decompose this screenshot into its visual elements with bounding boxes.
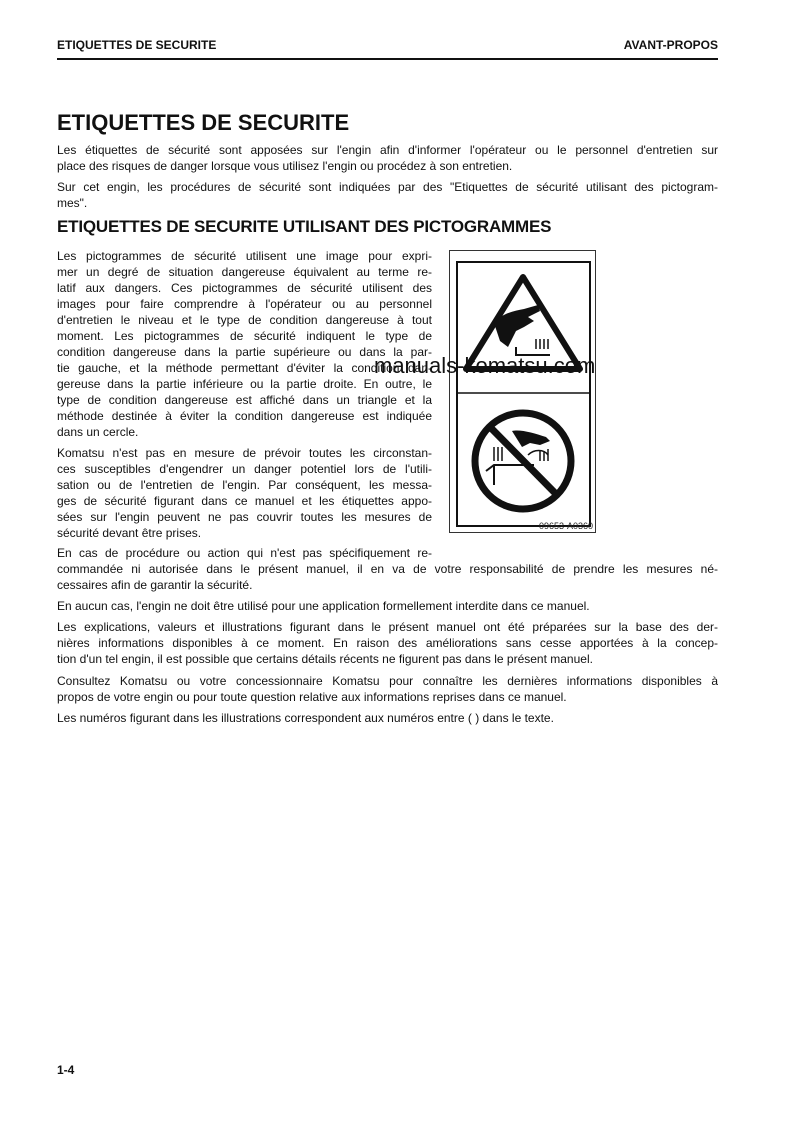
text-line: ces susceptibles d'engendrer un danger potentiel lors de l'utili-: [57, 462, 432, 476]
pictogram-paragraph-1: [57, 248, 432, 440]
text-line: ges de sécurité figurant dans ce manuel et les étiquettes appo-: [57, 494, 432, 508]
pictogram-paragraph-2: [57, 445, 432, 541]
text-line: Les pictogrammes de sécurité utilisent une image pour expri-: [57, 249, 432, 263]
paragraph-5: [57, 619, 718, 667]
text-line: Les étiquettes de sécurité sont apposées sur l'engin afin d'informer l'opérateur ou le personnel d'entretien sur: [57, 143, 718, 157]
text-line: dans un cercle.: [57, 425, 139, 439]
text-line: tie gauche, et la méthode permettant d'éviter la condition dan-: [57, 361, 432, 375]
text-line: cessaires afin de garantir la sécurité.: [57, 578, 253, 592]
text-line: mes".: [57, 196, 88, 210]
pictogram-drawing: [450, 251, 595, 532]
header-rule: [57, 58, 718, 60]
text-line: condition dangereuse dans la partie supérieure ou dans la par-: [57, 345, 432, 359]
text-line: tion d'un tel engin, il est possible que certains détails récents ne figurent pas dans le présent manuel.: [57, 652, 593, 666]
paragraph-4: [57, 598, 718, 614]
page-title: ETIQUETTES DE SECURITE: [57, 110, 350, 135]
text-line: place des risques de danger lorsque vous utilisez l'engin ou procédez à son entretien.: [57, 159, 513, 173]
page-number: 1-4: [57, 1063, 75, 1077]
text-line: En cas de procédure ou action qui n'est pas spécifiquement re-: [57, 546, 432, 560]
text-line: sées sur l'engin peuvent ne pas couvrir toutes les mesures de: [57, 510, 432, 524]
paragraph-7: [57, 710, 718, 726]
text-line: Les explications, valeurs et illustrations figurant dans le présent manuel ont été préparées sur la base des der-: [57, 620, 718, 634]
text-line: Sur cet engin, les procédures de sécurité sont indiquées par des "Etiquettes de sécurité utilisant des pictogram-: [57, 180, 718, 194]
text-line: gereuse dans la partie inférieure ou la partie droite. En outre, le: [57, 377, 432, 391]
text-line: propos de votre engin ou pour toute question relative aux informations reprises dans ce manuel.: [57, 690, 567, 704]
figure-code: 09653-A0360: [538, 521, 593, 531]
text-line: latif aux dangers. Ces pictogrammes de sécurité utilisent des: [57, 281, 432, 295]
text-line: sécurité devant être prises.: [57, 526, 202, 540]
watermark: manuals-komatsu.com: [374, 353, 596, 378]
header-chapter-title: AVANT-PROPOS: [623, 38, 718, 52]
text-line: Les numéros figurant dans les illustrations correspondent aux numéros entre ( ) dans le texte.: [57, 711, 554, 725]
safety-pictogram-figure: [449, 250, 596, 533]
text-line: type de condition dangereuse est affiché dans un triangle et la: [57, 393, 432, 407]
prohibition-circle-icon: [475, 413, 571, 509]
intro-paragraph-2: [57, 179, 718, 211]
paragraph-3: [57, 545, 718, 593]
text-line: images pour faire comprendre à l'opérateur ou au personnel: [57, 297, 432, 311]
text-line: commandée ni autorisée dans le présent manuel, il en va de votre responsabilité de prendre les mesures né-: [57, 562, 718, 576]
text-line: mer un degré de situation dangereuse équivalent au terme re-: [57, 265, 432, 279]
paragraph-6: [57, 673, 718, 705]
text-line: d'entretien le niveau et le type de condition dangereuse à tout: [57, 313, 432, 327]
text-line: moment. Les pictogrammes de sécurité indiquent le type de: [57, 329, 432, 343]
text-line: méthode destinée à éviter la condition dangereuse est indiquée: [57, 409, 432, 423]
header-section-title: ETIQUETTES DE SECURITE: [57, 38, 217, 52]
section-subtitle: ETIQUETTES DE SECURITE UTILISANT DES PICTOGRAMMES: [57, 217, 552, 236]
text-line: sation ou de l'entretien de l'engin. Par conséquent, les messa-: [57, 478, 432, 492]
text-line: Consultez Komatsu ou votre concessionnaire Komatsu pour connaître les dernières informations disponibles à: [57, 674, 718, 688]
text-line: Komatsu n'est pas en mesure de prévoir toutes les circonstan-: [57, 446, 432, 460]
text-line: nières informations disponibles à ce moment. En raison des améliorations sans cesse apportées à la concep-: [57, 636, 718, 650]
intro-paragraph-1: [57, 142, 718, 174]
text-line: En aucun cas, l'engin ne doit être utilisé pour une application formellement interdite dans ce manuel.: [57, 599, 590, 613]
